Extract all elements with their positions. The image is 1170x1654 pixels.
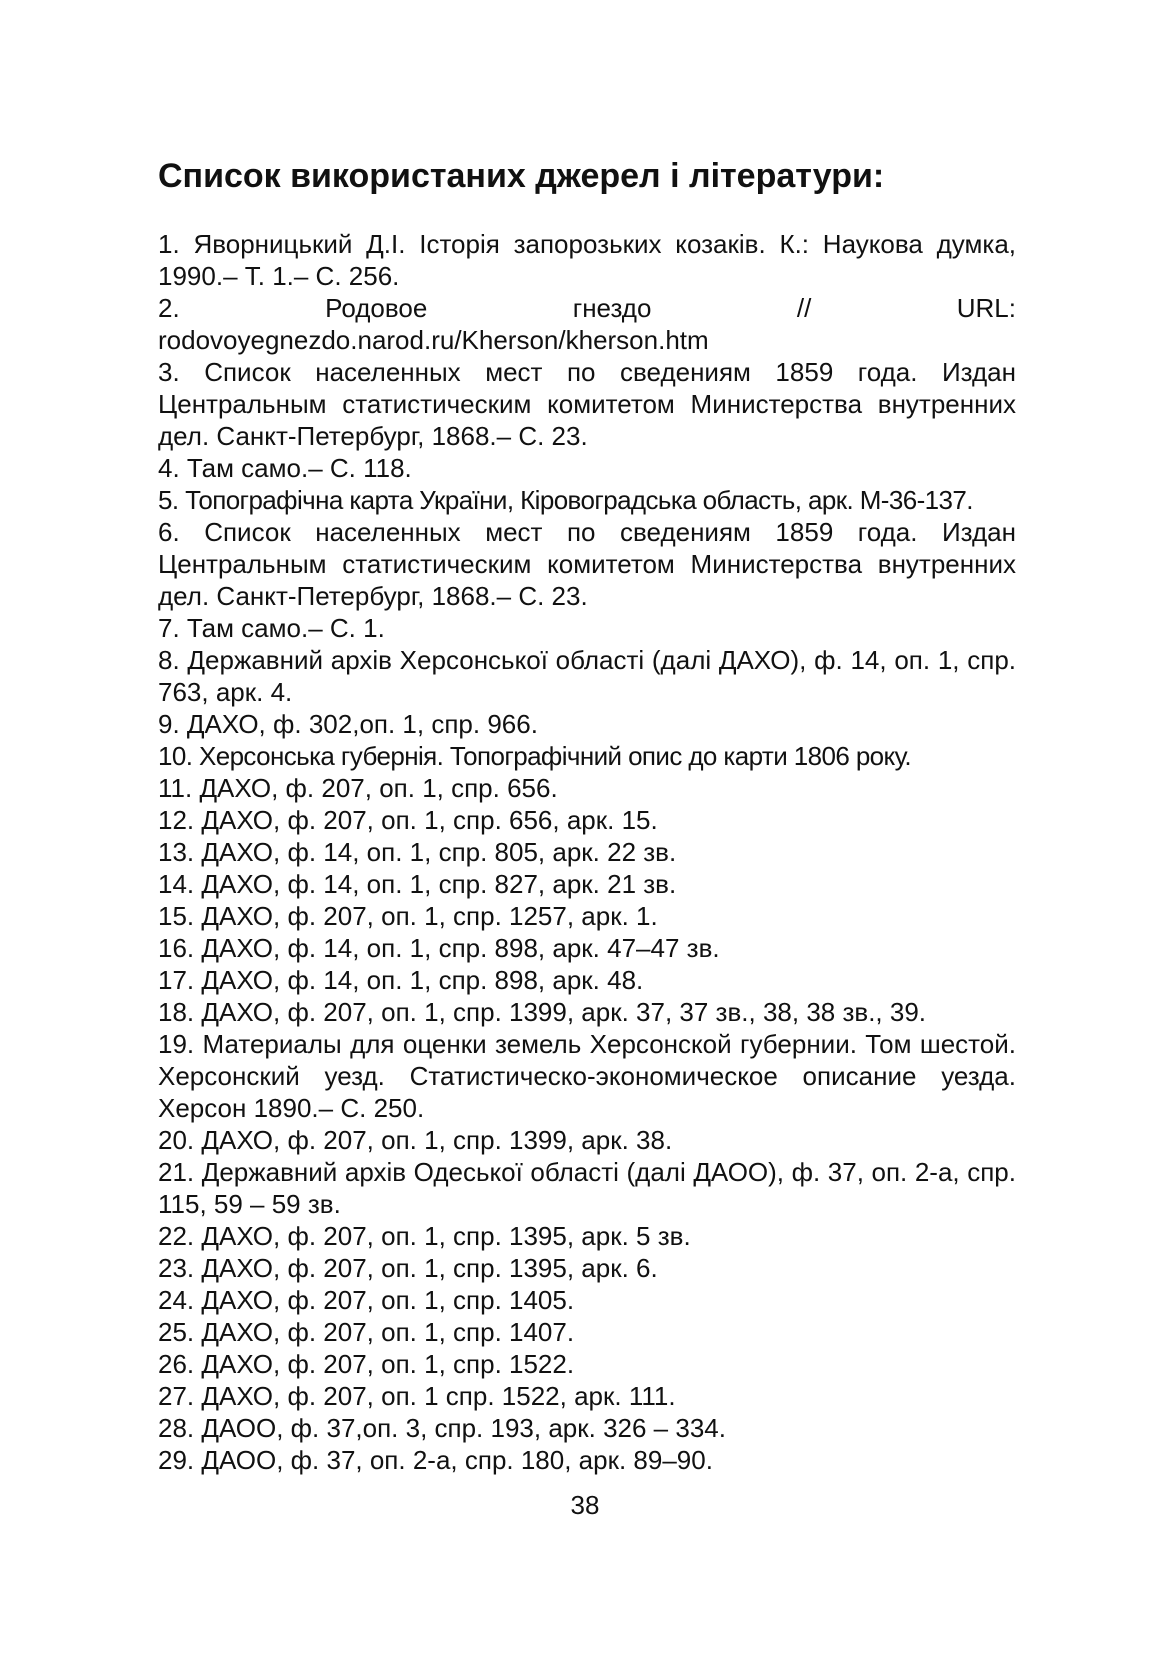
- reference-item: 12. ДАХО, ф. 207, оп. 1, спр. 656, арк. 15.: [158, 805, 658, 835]
- page-title: Список використаних джерел і літератури:: [158, 157, 885, 195]
- reference-item: 10. Херсонська губернія. Топографічний опис до карти 1806 року.: [158, 741, 912, 771]
- reference-item: 28. ДАОО, ф. 37,оп. 3, спр. 193, арк. 326 – 334.: [158, 1413, 726, 1443]
- reference-item: 26. ДАХО, ф. 207, оп. 1, спр. 1522.: [158, 1349, 575, 1379]
- reference-item: 20. ДАХО, ф. 207, оп. 1, спр. 1399, арк. 38.: [158, 1125, 673, 1155]
- reference-item: 2. Родовое гнездо // URL:: [158, 293, 1016, 323]
- reference-item: 18. ДАХО, ф. 207, оп. 1, спр. 1399, арк. 37, 37 зв., 38, 38 зв., 39.: [158, 997, 927, 1027]
- reference-item: 5. Топографічна карта України, Кіровоградська область, арк. М-36-137.: [158, 485, 973, 515]
- reference-item: 25. ДАХО, ф. 207, оп. 1, спр. 1407.: [158, 1317, 575, 1347]
- reference-item: 14. ДАХО, ф. 14, оп. 1, спр. 827, арк. 21 зв.: [158, 869, 677, 899]
- reference-item: 8. Державний архів Херсонської області (далі ДАХО), ф. 14, оп. 1, спр. 763, арк. 4.: [158, 645, 1016, 707]
- reference-list: [158, 228, 1016, 1476]
- reference-item: 21. Державний архів Одеської області (далі ДАОО), ф. 37, оп. 2-а, спр. 115, 59 – 59 зв.: [158, 1157, 1016, 1219]
- reference-item: 24. ДАХО, ф. 207, оп. 1, спр. 1405.: [158, 1285, 575, 1315]
- reference-item: 7. Там само.– С. 1.: [158, 613, 385, 643]
- reference-item: 27. ДАХО, ф. 207, оп. 1 спр. 1522, арк. 111.: [158, 1381, 676, 1411]
- reference-item: 1. Яворницький Д.І. Історія запорозьких козаків. К.: Наукова думка, 1990.– Т. 1.– С. 256.: [158, 229, 1016, 291]
- reference-item: 22. ДАХО, ф. 207, оп. 1, спр. 1395, арк. 5 зв.: [158, 1221, 691, 1251]
- reference-item: 6. Список населенных мест по сведениям 1859 года. Издан Центральным статистическим комитетом Министерства внутренних дел. Санкт-Петербург, 1868.– С. 23.: [158, 517, 1016, 611]
- reference-item: rodovoyegnezdo.narod.ru/Kherson/kherson.htm: [158, 325, 709, 355]
- reference-item: 17. ДАХО, ф. 14, оп. 1, спр. 898, арк. 48.: [158, 965, 644, 995]
- reference-item: 11. ДАХО, ф. 207, оп. 1, спр. 656.: [158, 773, 558, 803]
- reference-item: 4. Там само.– С. 118.: [158, 453, 412, 483]
- reference-item: 23. ДАХО, ф. 207, оп. 1, спр. 1395, арк. 6.: [158, 1253, 658, 1283]
- reference-item: 16. ДАХО, ф. 14, оп. 1, спр. 898, арк. 47–47 зв.: [158, 933, 720, 963]
- reference-item: 3. Список населенных мест по сведениям 1859 года. Издан Центральным статистическим комитетом Министерства внутренних дел. Санкт-Петербург, 1868.– С. 23.: [158, 357, 1016, 451]
- reference-item: 15. ДАХО, ф. 207, оп. 1, спр. 1257, арк. 1.: [158, 901, 658, 931]
- reference-item: 13. ДАХО, ф. 14, оп. 1, спр. 805, арк. 22 зв.: [158, 837, 677, 867]
- reference-item: 19. Материалы для оценки земель Херсонской губернии. Том шестой. Херсонский уезд. Статистическо-экономическое описание уезда. Херсон 1890.– С. 250.: [158, 1029, 1016, 1123]
- reference-item: 29. ДАОО, ф. 37, оп. 2-а, спр. 180, арк. 89–90.: [158, 1445, 713, 1475]
- page-number: 38: [570, 1490, 600, 1520]
- reference-item: 9. ДАХО, ф. 302,оп. 1, спр. 966.: [158, 709, 538, 739]
